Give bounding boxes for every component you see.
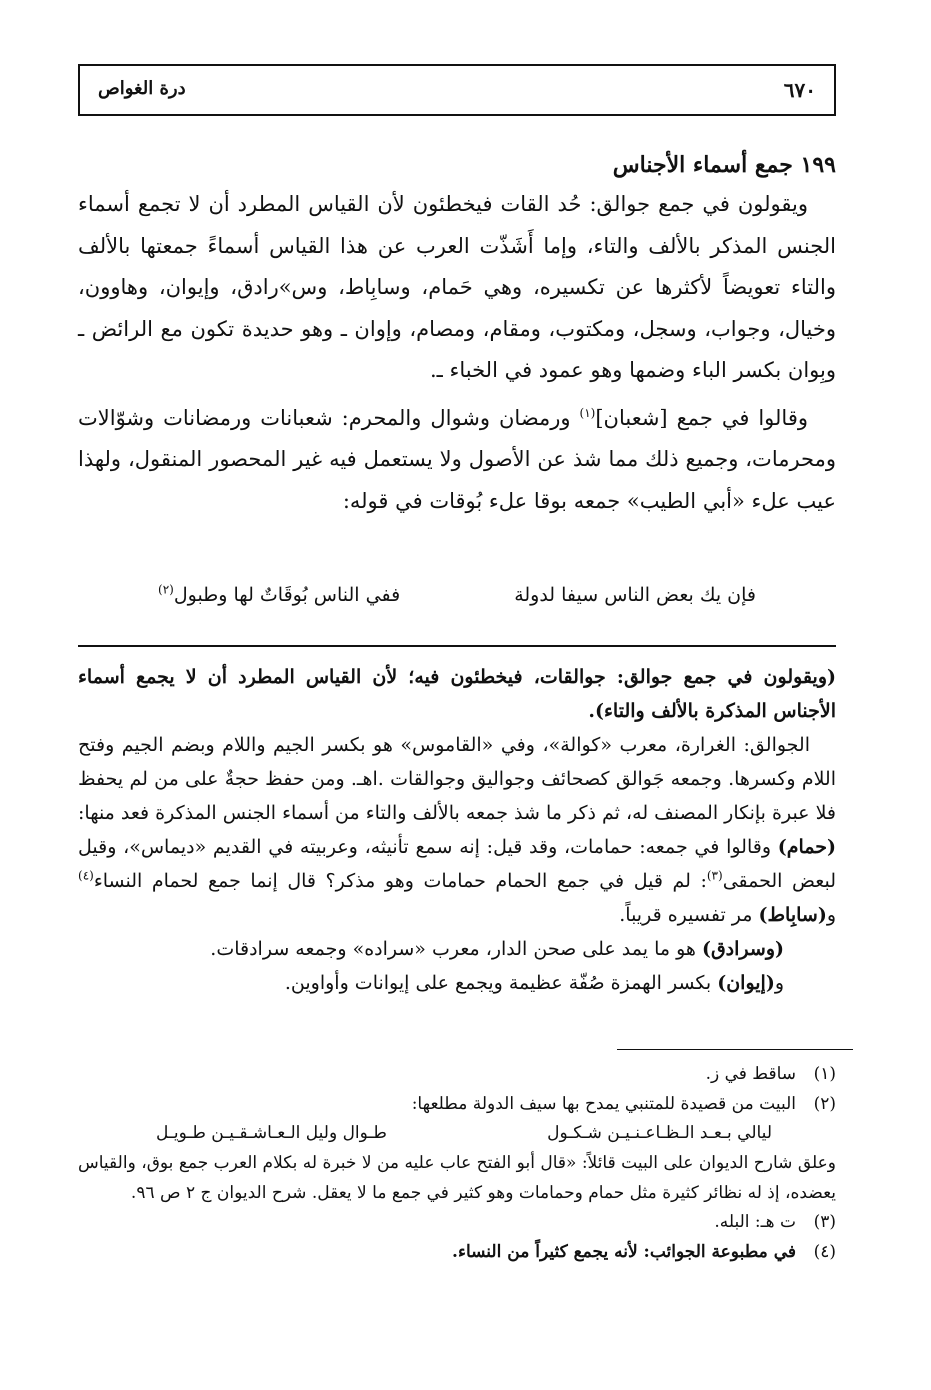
footnote-text: البيت من قصيدة للمتنبي يمدح بها سيف الدولة مطلعها: — [411, 1093, 796, 1114]
main-paragraph-2-start: وقالوا في جمع [شعبان] — [595, 405, 809, 430]
commentary-text: الجوالق: الغرارة، معرب «كوالة»، وفي «القاموس» هو بكسر الجيم واللام وبضم الجيم وفتح اللام وكسرها. وجمعه جَوالق كصحائف وجواليق وجوالقات .اهـ. ومن حفظ حجةٌ على من لم يحفظ فلا عبرة بإنكار المصنف له، ثم ذكر ما شذ جمعه بالألف والتاء من أسماء الجنس المذكرة فعد منها: — [78, 734, 836, 824]
term-sabat: (سابِاط) — [758, 904, 827, 926]
page-header — [78, 64, 836, 116]
term-hammam: (حمام) — [777, 836, 836, 858]
footnote-3 — [78, 1208, 836, 1238]
footnote-text: في مطبوعة الجوائب: لأنه يجمع كثيراً من النساء. — [452, 1241, 796, 1262]
commentary-text: مر تفسيره قريباً. — [619, 904, 759, 926]
main-paragraph-2 — [78, 398, 836, 523]
commentary — [78, 660, 836, 1000]
term-suradiq: (وسرادق) — [701, 938, 784, 960]
footnote-2-continuation: وعلق شارح الديوان على البيت قائلاً: «قال أبو الفتح عاب عليه من لا خبرة له بكلام العرب جمع بوق، والقياس يعضده، إذ له نظائر كثيرة مثل حمام وحمامات وهو كثير في جمع ما لا يعقل. شرح الديوان ج ٢ ص ٩٦. — [78, 1153, 836, 1203]
commentary-text: هو ما يمد على صحن الدار، معرب «سراده» وجمعه سرادقات. — [210, 938, 702, 960]
footnote-1 — [78, 1060, 836, 1090]
commentary-text: و — [774, 972, 784, 994]
commentary-text: : لم قيل في جمع الحمام حمامات وهو مذكر؟ قال إنما جمع لحمام النساء — [93, 870, 707, 892]
main-text — [78, 184, 836, 522]
running-title: درة الغواص — [98, 78, 186, 99]
footnote-rule — [617, 1049, 853, 1050]
page-number: ٦٧٠ — [783, 78, 816, 102]
footnote-marker-2: (٢) — [158, 582, 174, 597]
verse-second-text: ففي الناس بُوقَاتٌ لها وطبول — [173, 584, 401, 606]
commentary-definition-iwan — [78, 966, 836, 1000]
verse-first-hemistich: فإن يك بعض الناس سيفا لدولة — [514, 584, 756, 606]
term-iwan: (إيوان) — [717, 972, 775, 994]
verse-second-hemistich — [158, 584, 400, 606]
footnote-text: ت هـ: البله. — [714, 1212, 796, 1232]
text-commentary-divider — [78, 645, 836, 647]
footnote-2 — [78, 1090, 836, 1120]
footnote-4 — [78, 1238, 836, 1268]
footnote-marker-4: (٤) — [78, 868, 94, 883]
commentary-text: وقالوا في جمعه: حمامات، وقد قيل: إنه سمع تأنيثه، وعربيته في القديم «ديماس»، وقيل لبعض الحمقى — [78, 836, 836, 892]
poem-verse — [78, 584, 836, 618]
commentary-text: و — [826, 904, 836, 926]
main-paragraph-2-rest: ورمضان وشوال والمحرم: شعبانات ورمضانات وشوّالات ومحرمات، وجميع ذلك مما شذ عن الأصول ولا يستعمل فيه غير المحصور المنقول، ولهذا عيب علء «أبي الطيب» جمعه بوقا علء بُوقات في قوله: — [78, 405, 836, 513]
commentary-lemma: (ويقولون في جمع جوالق: جوالقات، فيخطئون فيه؛ لأن القياس المطرد أن لا يجمع أسماء الأجناس المذكرة بالألف والتاء). — [78, 666, 836, 722]
commentary-paragraph-1 — [78, 728, 836, 932]
commentary-body — [78, 728, 836, 1000]
footnote-number: (٣) — [813, 1212, 836, 1232]
footnote-number: (١) — [813, 1064, 836, 1084]
main-paragraph-1: ويقولون في جمع جوالق: حُد القات فيخطئون لأن القياس المطرد أن لا تجمع أسماء الجنس المذكر بالألف والتاء، وإما أَشَذّت العرب عن هذا القياس أسماءً جمعتها بالألف والتاء تعويضاً لأكثرها عن تكسيره، وهي حَمام، وسابِاط، وس»رادق، وإيوان، وهاوون، وخيال، وجواب، وسجل، ومكتوب، ومقام، ومصام، وإوان ـ وهو حديدة تكون مع الرائض ـ وبِوان بكسر الباء وضمها وهو عمود في الخباء ـ. — [78, 192, 836, 382]
footnote-number: (٢) — [813, 1093, 836, 1114]
footnote-number: (٤) — [813, 1241, 836, 1262]
commentary-definition-suradiq — [78, 932, 836, 966]
footnote-2-verse — [78, 1119, 836, 1149]
footnote-marker-3: (٣) — [706, 868, 723, 883]
footnote-verse-first: ليالي بـعـد الـظـاعـنـيـن شـكـول — [547, 1123, 772, 1143]
footnote-verse-second: طـوال وليل الـعـاشـقـيـن طـويـل — [156, 1123, 387, 1143]
section-heading: ١٩٩ جمع أسماء الأجناس — [612, 152, 836, 178]
footnotes — [78, 1060, 836, 1267]
footnote-marker-1: (١) — [579, 405, 596, 420]
footnote-text: ساقط في ز. — [705, 1064, 796, 1084]
commentary-text: بكسر الهمزة صُفّة عظيمة ويجمع على إيوانات وأواوين. — [284, 972, 718, 994]
